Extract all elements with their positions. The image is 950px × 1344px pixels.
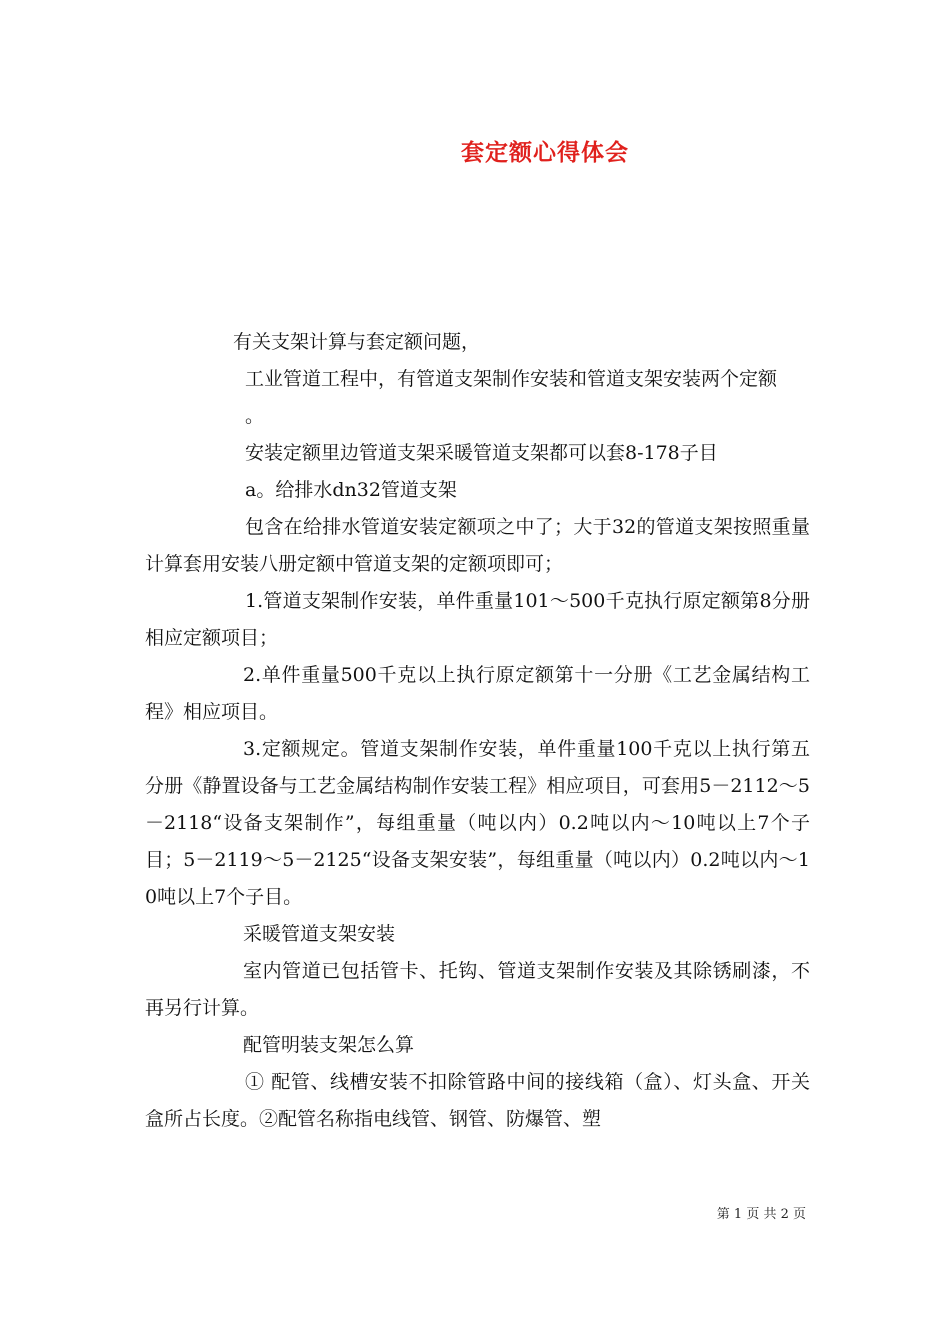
paragraph: 安装定额里边管道支架采暖管道支架都可以套8-178子目 [245, 442, 718, 464]
paragraph: 包含在给排水管道安装定额项之中了；大于32的管道支架按照重量计算套用安装八册定额中管道支架的定额项即可； [145, 516, 810, 575]
paragraph: 配管明装支架怎么算 [243, 1034, 415, 1056]
paragraph: 3.定额规定。管道支架制作安装，单件重量100千克以上执行第五分册《静置设备与工艺金属结构制作安装工程》相应项目，可套用5－2112～5－2118“设备支架制作”，每组重量（吨以内）0.2吨以内～10吨以上7个子目；5－2119～5－2125“设备支架安装”，每组重量（吨以内）0.2吨以内～10吨以上7个子目。 [145, 738, 810, 908]
document-body [145, 324, 810, 1138]
page-number: 第 1 页 共 2 页 [716, 1207, 806, 1222]
paragraph: 有关支架计算与套定额问题， [233, 331, 481, 353]
paragraph: a。给排水dn32管道支架 [245, 479, 457, 501]
paragraph: 2.单件重量500千克以上执行原定额第十一分册《工艺金属结构工程》相应项目。 [145, 664, 810, 723]
paragraph: 室内管道已包括管卡、托钩、管道支架制作安装及其除锈刷漆，不再另行计算。 [145, 960, 810, 1019]
paragraph: 工业管道工程中，有管道支架制作安装和管道支架安装两个定额 [245, 368, 778, 390]
paragraph: ① 配管、线槽安装不扣除管路中间的接线箱（盒）、灯头盒、开关盒所占长度。②配管名称指电线管、钢管、防爆管、塑 [145, 1071, 810, 1130]
paragraph: 1.管道支架制作安装，单件重量101～500千克执行原定额第8分册相应定额项目； [145, 590, 810, 649]
paragraph: 采暖管道支架安装 [243, 923, 396, 945]
document-title: 套定额心得体会 [461, 139, 629, 166]
paragraph: 。 [245, 405, 265, 427]
